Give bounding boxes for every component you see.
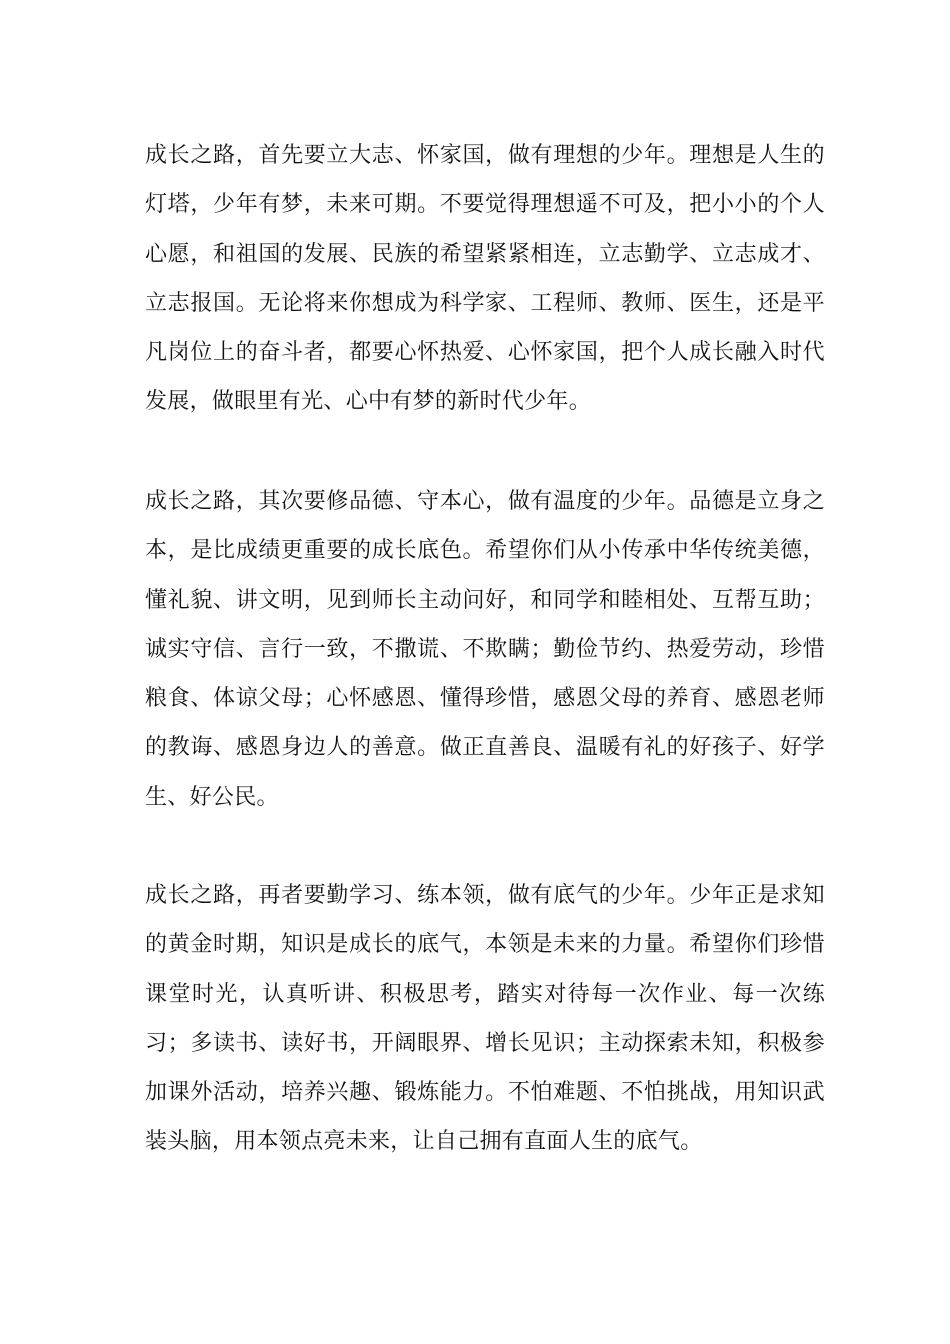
paragraph-learning: 成长之路，再者要勤学习、练本领，做有底气的少年。少年正是求知的黄金时期，知识是成长的底气，本领是未来的力量。希望你们珍惜课堂时光，认真听讲、积极思考，踏实对待每一次作业、每一次练习；多读书、读好书，开阔眼界、增长见识；主动探索未知，积极参加课外活动，培养兴趣、锻炼能力。不怕难题、不怕挑战，用知识武装头脑，用本领点亮未来，让自己拥有直面人生的底气。 [145,883,825,1155]
paragraph-character: 成长之路，其次要修品德、守本心，做有温度的少年。品德是立身之本，是比成绩更重要的成长底色。希望你们从小传承中华传统美德，懂礼貌、讲文明，见到师长主动问好，和同学和睦相处、互帮互助；诚实守信、言行一致，不撒谎、不欺瞒；勤俭节约、热爱劳动，珍惜粮食、体谅父母；心怀感恩、懂得珍惜，感恩父母的养育、感恩老师的教诲、感恩身边人的善意。做正直善良、温暖有礼的好孩子、好学生、好公民。 [145,489,825,810]
paragraph-ideals: 成长之路，首先要立大志、怀家国，做有理想的少年。理想是人生的灯塔，少年有梦，未来可期。不要觉得理想遥不可及，把小小的个人心愿，和祖国的发展、民族的希望紧紧相连，立志勤学、立志成才、立志报国。无论将来你想成为科学家、工程师、教师、医生，还是平凡岗位上的奋斗者，都要心怀热爱、心怀家国，把个人成长融入时代发展，做眼里有光、心中有梦的新时代少年。 [145,143,825,415]
